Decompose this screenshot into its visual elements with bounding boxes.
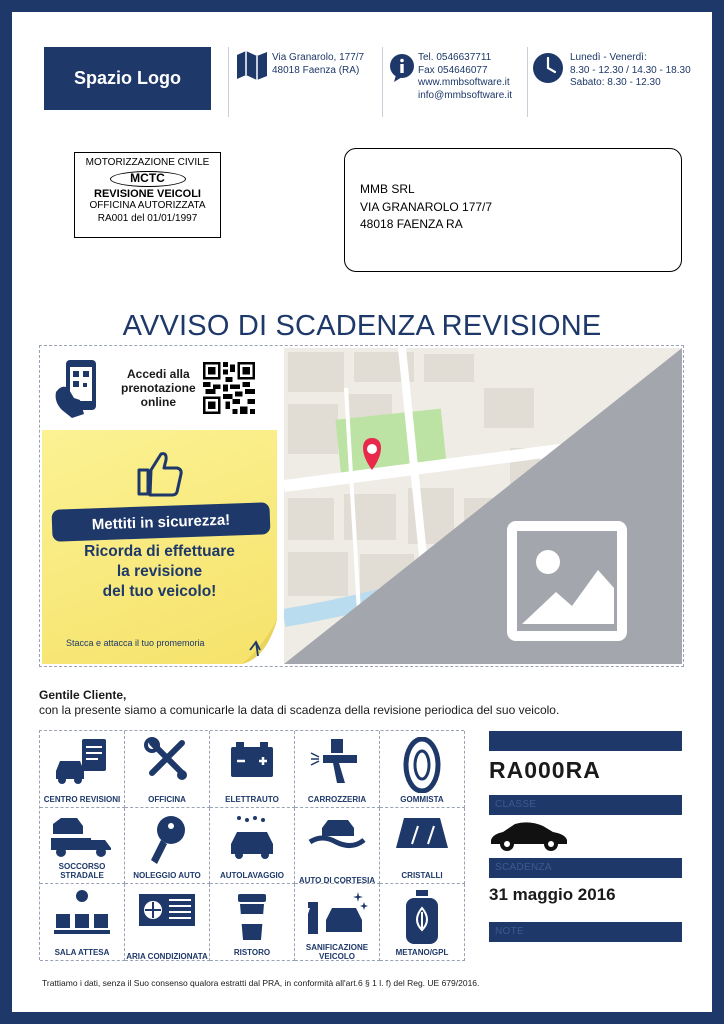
expiry-date: 31 maggio 2016: [489, 885, 616, 904]
sticker-headline: Mettiti in sicurezza!: [52, 502, 271, 542]
services-grid: [39, 730, 464, 960]
divider: [228, 47, 229, 117]
address-block: Via Granarolo, 177/7 48018 Faenza (RA): [272, 52, 365, 76]
sanitize-icon: [304, 890, 370, 938]
car-wash-icon: [225, 814, 279, 862]
greeting: Gentile Cliente, con la presente siamo a comunicarle la data di scadenza della revisione periodica del suo veicolo.: [39, 688, 560, 717]
service-sanificazione-veicolo: SANIFICAZIONE VEICOLO: [295, 884, 380, 961]
expiry-label: SCADENZA: [489, 858, 682, 878]
logo-placeholder: Spazio Logo: [44, 47, 211, 110]
service-officina: OFFICINA: [125, 731, 210, 808]
notice-page: [12, 12, 712, 1012]
info-icon: [388, 54, 416, 82]
contacts-block: Tel. 0546637711 Fax 054646077 www.mmbsoftware.it info@mmbsoftware.it: [418, 52, 513, 101]
gas-tank-icon: [402, 890, 442, 946]
divider: [382, 47, 383, 117]
service-noleggio-auto: NOLEGGIO AUTO: [125, 808, 210, 885]
service-gommista: GOMMISTA: [380, 731, 465, 808]
reminder-sticker: [42, 430, 277, 664]
privacy-note: Trattiamo i dati, senza il Suo consenso qualora estratti dal PRA, in conformità all'art.6 § 1 l. f) del Reg. UE 679/2016.: [42, 978, 480, 988]
car-icon: [489, 820, 569, 852]
clock-icon: [532, 52, 564, 84]
sticker-hint: Stacca e attacca il tuo promemoria: [66, 638, 205, 648]
spray-gun-icon: [309, 737, 365, 785]
page-title: AVVISO DI SCADENZA REVISIONE: [122, 310, 602, 342]
peel-corner-icon: [242, 620, 277, 664]
map-image[interactable]: [284, 348, 682, 664]
car-key-icon: [147, 814, 187, 866]
service-ristoro: RISTORO: [210, 884, 295, 961]
service-sala-attesa: SALA ATTESA: [40, 884, 125, 961]
service-auto-di-cortesia: AUTO DI CORTESIA: [295, 808, 380, 885]
service-autolavaggio: AUTOLAVAGGIO: [210, 808, 295, 885]
qr-code[interactable]: [203, 362, 255, 414]
service-soccorso-stradale: SOCCORSO STRADALE: [40, 808, 125, 885]
recipient-address: MMB SRL VIA GRANAROLO 177/7 48018 FAENZA RA: [344, 148, 682, 272]
battery-icon: [227, 737, 277, 781]
inspection-icon: [52, 737, 112, 785]
divider: [527, 47, 528, 117]
tow-truck-icon: [49, 814, 115, 858]
tools-icon: [144, 737, 190, 783]
coffee-cup-icon: [232, 890, 272, 942]
service-centro-revisioni: CENTRO REVISIONI: [40, 731, 125, 808]
phone-booking-icon: [50, 358, 110, 420]
notes-label: NOTE: [489, 922, 682, 942]
air-conditioning-icon: [137, 890, 197, 930]
waiting-room-icon: [52, 890, 112, 938]
service-metano-gpl: METANO/GPL: [380, 884, 465, 961]
tire-icon: [402, 737, 442, 793]
service-carrozzeria: CARROZZERIA: [295, 731, 380, 808]
plate-header-bar: [489, 731, 682, 751]
service-cristalli: CRISTALLI: [380, 808, 465, 885]
mctc-stamp: MOTORIZZAZIONE CIVILE MCTC REVISIONE VEICOLI OFFICINA AUTORIZZATA RA001 del 01/01/1997: [74, 152, 221, 238]
map-icon: [235, 48, 269, 82]
sticker-message: Ricorda di effettuare la revisione del tuo veicolo!: [84, 543, 235, 600]
courtesy-car-icon: [308, 814, 366, 854]
service-elettrauto: ELETTRAUTO: [210, 731, 295, 808]
windshield-icon: [392, 814, 452, 854]
thumbs-up-icon: [135, 448, 185, 498]
service-aria-condizionata: ARIA CONDIZIONATA: [125, 884, 210, 961]
hours-block: Lunedì - Venerdì: 8.30 - 12.30 / 14.30 - 18.30 Sabato: 8.30 - 12.30: [570, 52, 691, 88]
online-booking-text: Accedi alla prenotazione online: [121, 367, 196, 409]
license-plate: RA000RA: [489, 757, 601, 783]
class-label: CLASSE: [489, 795, 682, 815]
